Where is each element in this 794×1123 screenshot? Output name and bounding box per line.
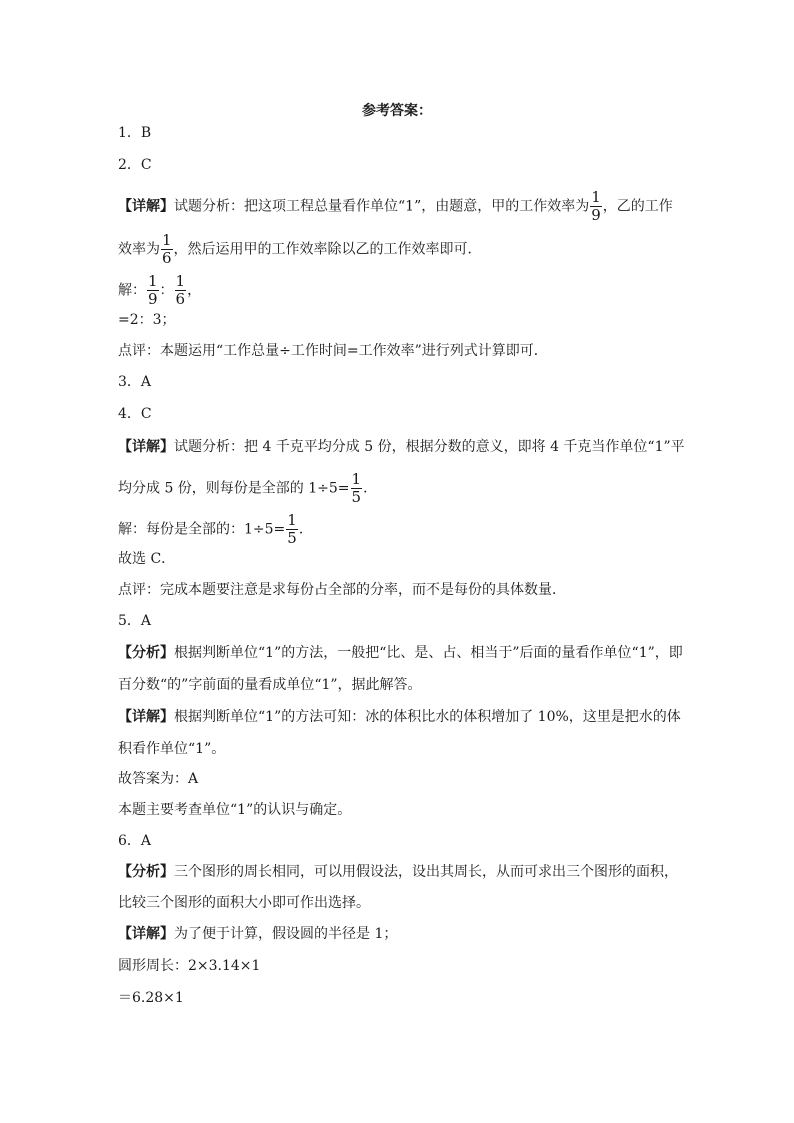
detail-6-line-1	[118, 924, 397, 944]
denominator: 5	[351, 488, 362, 506]
text-segment: 试题分析：把 4 千克平均分成 5 份，根据分数的意义，即将 4 千克当作单位“1”平	[174, 439, 685, 455]
fraction-1-9	[147, 274, 159, 307]
explanation-4-line-2	[118, 472, 377, 505]
fraction-1-5	[286, 513, 298, 546]
answer-3: 3．A	[118, 374, 152, 390]
text-segment: ，乙的工作	[602, 198, 673, 215]
solution-4	[118, 513, 313, 546]
numerator: 1	[162, 231, 172, 249]
comment-2: 点评：本题运用“工作总量÷工作时间=工作效率”进行列式计算即可．	[118, 343, 548, 359]
numerator: 1	[287, 511, 297, 529]
text-segment: ：	[159, 282, 174, 299]
text-segment: 为了便于计算，假设圆的半径是 1；	[174, 926, 398, 942]
summary-5: 本题主要考查单位“1”的认识与确定。	[118, 802, 352, 818]
analysis-6-line-2: 比较三个图形的面积大小即可作出选择。	[118, 895, 370, 911]
numerator: 1	[351, 470, 362, 488]
answer-5: 5．A	[118, 613, 152, 629]
fraction-1-9	[590, 190, 602, 223]
detail-tag: 【详解】	[118, 198, 174, 215]
answer-2: 2．C	[118, 157, 152, 173]
text-segment: ．	[363, 480, 378, 497]
analysis-5-line-1	[118, 643, 683, 663]
analysis-5-line-2: 百分数“的”字前面的量看成单位“1”，据此解答。	[118, 677, 422, 693]
answer-key-title: 参考答案：	[362, 103, 432, 119]
choice-4: 故选 C．	[118, 551, 176, 567]
detail-tag: 【详解】	[118, 926, 174, 942]
comment-4: 点评：完成本题要注意是求每份占全部的分率，而不是每份的具体数量．	[118, 582, 566, 598]
detail-5-line-1	[118, 707, 681, 727]
denominator: 6	[175, 290, 186, 308]
detail-5-line-2: 积看作单位“1”。	[118, 741, 226, 757]
analysis-tag: 【分析】	[118, 864, 174, 880]
denominator: 5	[287, 529, 297, 547]
text-segment: ，	[187, 282, 202, 299]
fraction-1-5	[351, 472, 363, 505]
denominator: 9	[148, 290, 158, 308]
answer-1: 1．B	[118, 125, 152, 141]
text-segment: 效率为	[118, 241, 160, 258]
explanation-2-line-1	[118, 190, 673, 223]
text-segment: 试题分析：把这项工程总量看作单位“1”，由题意，甲的工作效率为	[174, 198, 590, 215]
solution-2-ratio	[118, 274, 201, 307]
numerator: 1	[148, 272, 158, 290]
analysis-tag: 【分析】	[118, 645, 174, 661]
fraction-1-6	[161, 233, 173, 266]
text-segment: 解：	[118, 282, 146, 299]
answer-4: 4．C	[118, 406, 152, 422]
fraction-1-6	[175, 274, 187, 307]
result-5: 故答案为：A	[118, 771, 199, 787]
numerator: 1	[591, 188, 601, 206]
circle-perimeter: 圆形周长：2×3.14×1	[118, 958, 261, 974]
text-segment: ．	[298, 521, 313, 538]
circle-perimeter-result: ＝6.28×1	[118, 990, 184, 1006]
denominator: 9	[591, 206, 601, 224]
numerator: 1	[175, 272, 186, 290]
text-segment: ，然后运用甲的工作效率除以乙的工作效率即可．	[173, 241, 482, 258]
answer-6: 6．A	[118, 833, 152, 849]
detail-tag: 【详解】	[118, 709, 174, 725]
detail-tag: 【详解】	[118, 439, 174, 455]
text-segment: 根据判断单位“1”的方法，一般把“比、是、占、相当于”后面的量看作单位“1”，即	[174, 645, 683, 661]
solution-2-result: =2：3；	[118, 312, 176, 328]
text-segment: 三个图形的周长相同，可以用假设法，设出其周长，从而可求出三个图形的面积，	[174, 864, 678, 880]
text-segment: 根据判断单位“1”的方法可知：冰的体积比水的体积增加了 10%，这里是把水的体	[174, 709, 681, 725]
denominator: 6	[162, 249, 172, 267]
analysis-6-line-1	[118, 862, 678, 882]
text-segment: 解：每份是全部的：1÷5=	[118, 521, 286, 538]
explanation-2-line-2	[118, 233, 482, 266]
text-segment: 均分成 5 份，则每份是全部的 1÷5=	[118, 480, 350, 497]
explanation-4-line-1	[118, 437, 685, 457]
